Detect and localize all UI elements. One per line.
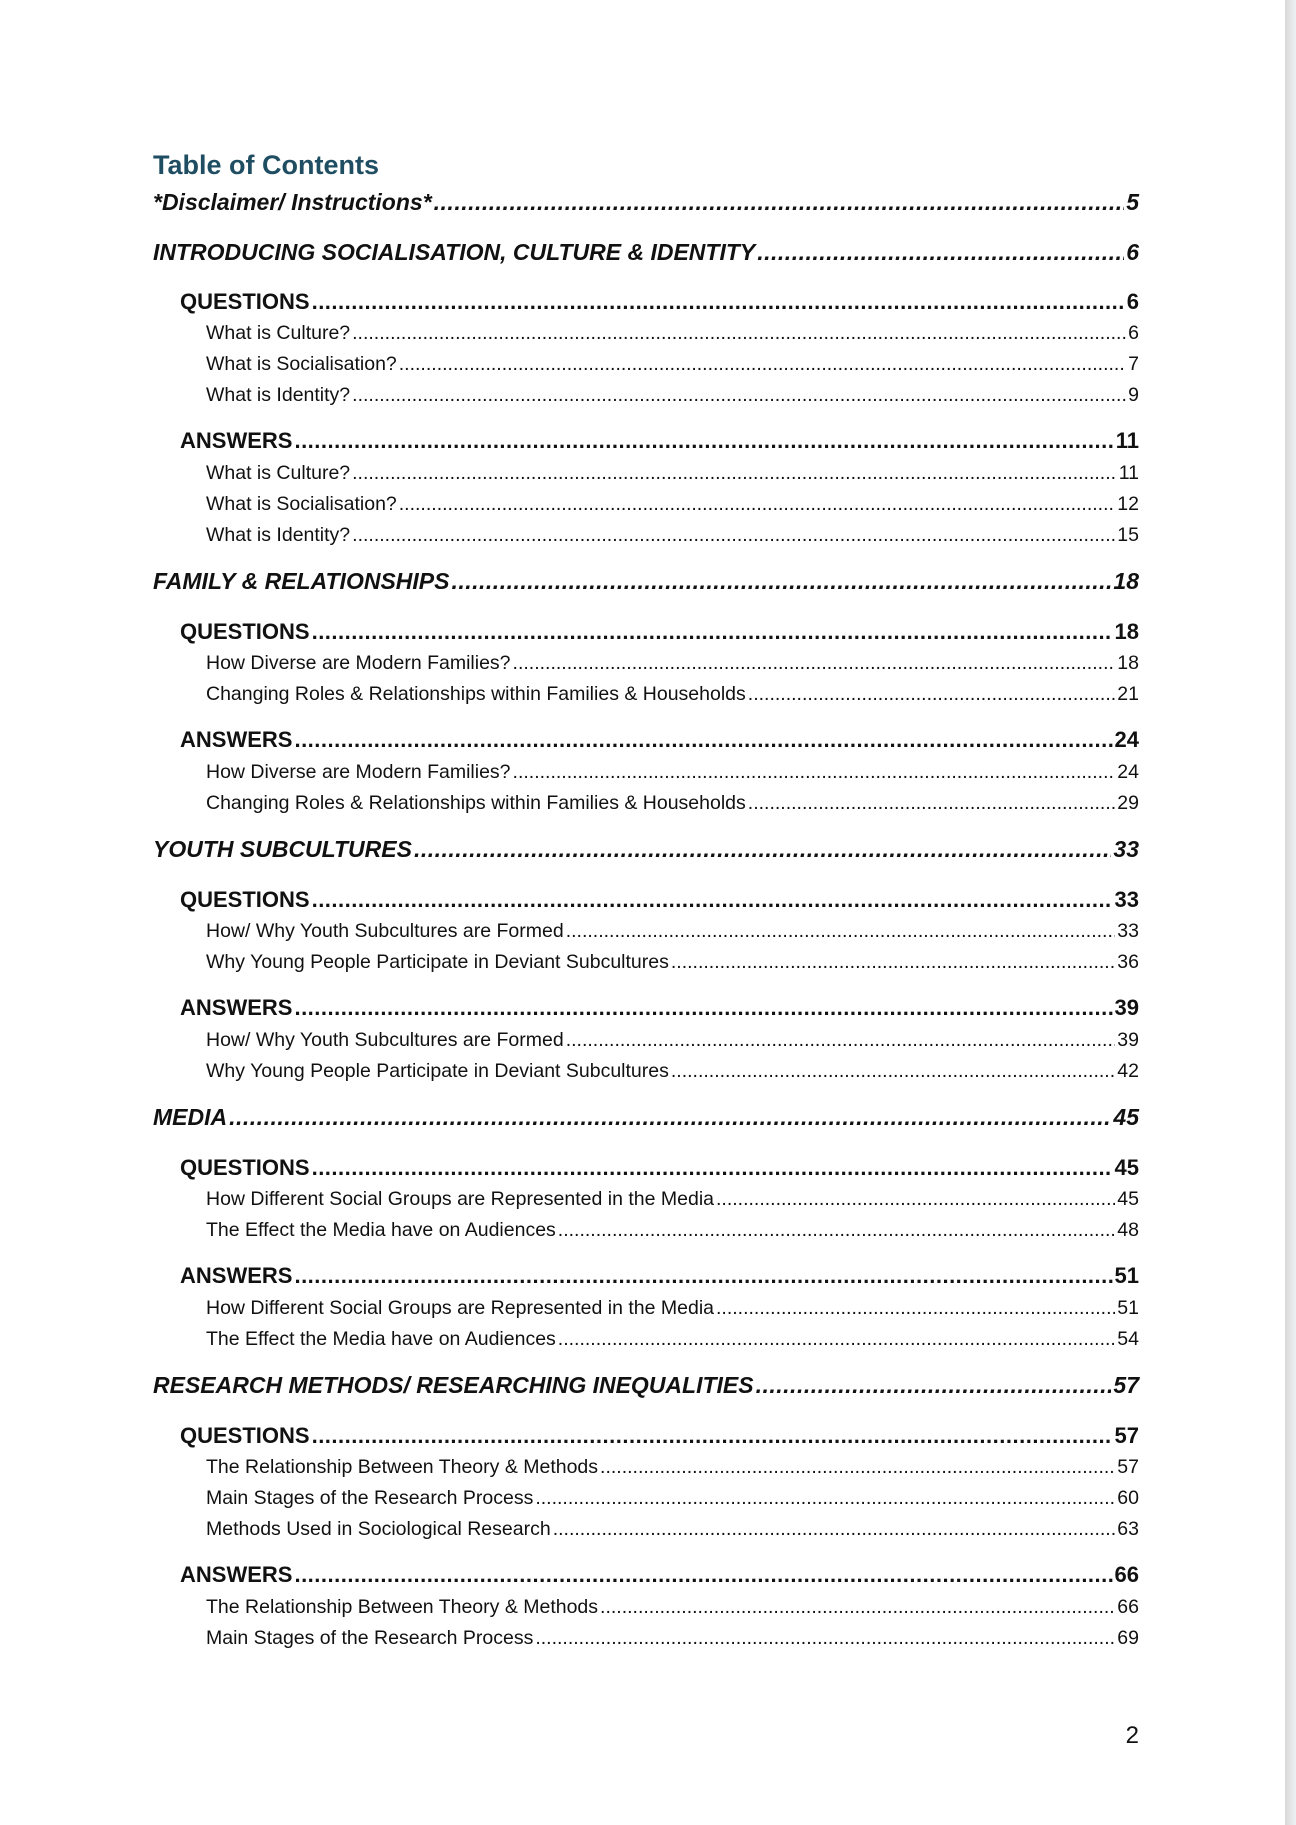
toc-entry-page: 45 (1117, 1188, 1139, 1210)
toc-entry-page: 24 (1117, 761, 1139, 783)
toc-item-entry[interactable] (206, 384, 1139, 407)
dot-leader (535, 1487, 1115, 1510)
toc-item-entry[interactable] (206, 683, 1139, 706)
toc-entry-page: 11 (1115, 428, 1139, 453)
toc-subsection-entry[interactable] (180, 619, 1139, 645)
toc-item-entry[interactable] (206, 1188, 1139, 1211)
toc-entry-title: INTRODUCING SOCIALISATION, CULTURE & IDENTITY (153, 239, 756, 265)
toc-entry-page: 63 (1117, 1518, 1139, 1540)
toc-entry-page: 6 (1128, 322, 1139, 344)
dot-leader (513, 761, 1116, 784)
toc-entry-page: 18 (1113, 568, 1139, 594)
toc-entry-page: 36 (1117, 951, 1139, 973)
toc-section-entry[interactable] (153, 1372, 1139, 1399)
dot-leader (535, 1627, 1115, 1650)
dot-leader (748, 792, 1116, 815)
dot-leader (312, 619, 1113, 645)
toc-entry-page: 60 (1117, 1487, 1139, 1509)
dot-leader (294, 727, 1112, 753)
toc-entry-page: 33 (1113, 836, 1139, 862)
dot-leader (671, 1060, 1115, 1083)
dot-leader (229, 1104, 1111, 1131)
toc-entry-title: What is Culture? (206, 322, 351, 344)
toc-entry-page: 42 (1117, 1060, 1139, 1082)
dot-leader (399, 353, 1126, 376)
toc-section-entry[interactable] (153, 189, 1139, 216)
toc-entry-page: 7 (1128, 353, 1139, 375)
dot-leader (352, 524, 1115, 547)
dot-leader (600, 1596, 1115, 1619)
dot-leader (566, 920, 1116, 943)
dot-leader (671, 951, 1115, 974)
dot-leader (757, 239, 1124, 266)
toc-entry-title: FAMILY & RELATIONSHIPS (153, 568, 450, 594)
dot-leader (312, 289, 1125, 315)
toc-entry-title: QUESTIONS (180, 1423, 310, 1448)
toc-entry-page: 6 (1126, 239, 1139, 265)
toc-entry-title: QUESTIONS (180, 1155, 310, 1180)
toc-entry-page: 24 (1114, 727, 1139, 752)
dot-leader (312, 887, 1113, 913)
toc-entry-page: 57 (1117, 1456, 1139, 1478)
toc-entry-title: Main Stages of the Research Process (206, 1627, 534, 1649)
toc-subsection-entry[interactable] (180, 1562, 1139, 1588)
toc-title: Table of Contents (153, 150, 379, 180)
dot-leader (352, 384, 1126, 407)
toc-item-entry[interactable] (206, 1456, 1139, 1479)
toc-entry-title: ANSWERS (180, 1562, 293, 1587)
dot-leader (566, 1029, 1116, 1052)
toc-entry-title: How Different Social Groups are Represented in the Media (206, 1297, 714, 1319)
dot-leader (553, 1518, 1116, 1541)
toc-item-entry[interactable] (206, 353, 1139, 376)
dot-leader (756, 1372, 1112, 1399)
dot-leader (600, 1456, 1115, 1479)
page-edge (1285, 0, 1296, 1825)
toc-entry-title: Main Stages of the Research Process (206, 1487, 534, 1509)
toc-entry-page: 9 (1128, 384, 1139, 406)
toc-entry-page: 5 (1126, 189, 1139, 215)
dot-leader (558, 1328, 1116, 1351)
toc-entry-title: Why Young People Participate in Deviant Subcultures (206, 951, 669, 973)
toc-entry-page: 33 (1114, 887, 1139, 912)
toc-entry-title: The Relationship Between Theory & Methods (206, 1596, 599, 1618)
toc-entry-page: 57 (1114, 1423, 1139, 1448)
toc-item-entry[interactable] (206, 920, 1139, 943)
toc-entry-page: 18 (1117, 652, 1139, 674)
toc-entry-page: 39 (1117, 1029, 1139, 1051)
dot-leader (748, 683, 1116, 706)
toc-entry-title: MEDIA (153, 1104, 228, 1130)
toc-entry-title: How/ Why Youth Subcultures are Formed (206, 1029, 564, 1051)
toc-item-entry[interactable] (206, 493, 1139, 516)
toc-entry-page: 33 (1117, 920, 1139, 942)
toc-entry-title: What is Identity? (206, 384, 351, 406)
dot-leader (513, 652, 1116, 675)
toc-entry-title: How/ Why Youth Subcultures are Formed (206, 920, 564, 942)
dot-leader (716, 1188, 1115, 1211)
toc-entry-page: 57 (1113, 1372, 1139, 1398)
toc-entry-title: What is Socialisation? (206, 353, 397, 375)
toc-entry-title: The Effect the Media have on Audiences (206, 1219, 556, 1241)
toc-entry-title: RESEARCH METHODS/ RESEARCHING INEQUALITIES (153, 1372, 754, 1398)
page-number: 2 (1125, 1722, 1139, 1749)
toc-entry-title: What is Culture? (206, 462, 351, 484)
toc-item-entry[interactable] (206, 1596, 1139, 1619)
toc-item-entry[interactable] (206, 524, 1139, 547)
toc-entry-title: *Disclaimer/ Instructions* (153, 189, 432, 215)
toc-section-entry[interactable] (153, 1104, 1139, 1131)
toc-entry-title: Changing Roles & Relationships within Families & Households (206, 683, 746, 705)
toc-entry-title: YOUTH SUBCULTURES (153, 836, 412, 862)
toc-subsection-entry[interactable] (180, 428, 1139, 454)
toc-entry-title: QUESTIONS (180, 289, 310, 314)
toc-item-entry[interactable] (206, 1518, 1139, 1541)
toc-item-entry[interactable] (206, 761, 1139, 784)
dot-leader (558, 1219, 1116, 1242)
toc-entry-title: ANSWERS (180, 995, 293, 1020)
toc-entry-page: 54 (1117, 1328, 1139, 1350)
toc-entry-page: 66 (1117, 1596, 1139, 1618)
toc-entry-page: 21 (1117, 683, 1139, 705)
toc-entry-title: ANSWERS (180, 1263, 293, 1288)
toc-entry-title: How Different Social Groups are Represented in the Media (206, 1188, 714, 1210)
toc-entry-page: 6 (1126, 289, 1139, 314)
toc-entry-title: How Diverse are Modern Families? (206, 761, 511, 783)
dot-leader (434, 189, 1125, 216)
dot-leader (352, 462, 1117, 485)
toc-item-entry[interactable] (206, 1627, 1139, 1650)
toc-entry-title: The Relationship Between Theory & Methods (206, 1456, 599, 1478)
toc-item-entry[interactable] (206, 1487, 1139, 1510)
toc-section-entry[interactable] (153, 568, 1139, 595)
toc-entry-page: 51 (1117, 1297, 1139, 1319)
dot-leader (294, 1263, 1112, 1289)
toc-entry-page: 69 (1117, 1627, 1139, 1649)
toc-entry-page: 48 (1117, 1219, 1139, 1241)
toc-item-entry[interactable] (206, 951, 1139, 974)
toc-entry-page: 12 (1117, 493, 1139, 515)
dot-leader (352, 322, 1126, 345)
toc-item-entry[interactable] (206, 792, 1139, 815)
toc-subsection-entry[interactable] (180, 1263, 1139, 1289)
toc-subsection-entry[interactable] (180, 289, 1139, 315)
toc-entry-page: 29 (1117, 792, 1139, 814)
dot-leader (312, 1155, 1113, 1181)
toc-entry-title: QUESTIONS (180, 887, 310, 912)
toc-item-entry[interactable] (206, 1328, 1139, 1351)
toc-item-entry[interactable] (206, 322, 1139, 345)
toc-entry-page: 66 (1114, 1562, 1139, 1587)
toc-subsection-entry[interactable] (180, 995, 1139, 1021)
toc-item-entry[interactable] (206, 1219, 1139, 1242)
dot-leader (414, 836, 1111, 863)
toc-entry-title: Methods Used in Sociological Research (206, 1518, 551, 1540)
toc-entry-page: 51 (1114, 1263, 1139, 1288)
toc-item-entry[interactable] (206, 1060, 1139, 1083)
toc-entry-page: 18 (1114, 619, 1139, 644)
toc-entry-title: How Diverse are Modern Families? (206, 652, 511, 674)
toc-subsection-entry[interactable] (180, 1423, 1139, 1449)
toc-entry-page: 39 (1114, 995, 1139, 1020)
toc-subsection-entry[interactable] (180, 887, 1139, 913)
dot-leader (451, 568, 1111, 595)
dot-leader (716, 1297, 1115, 1320)
toc-entry-page: 11 (1118, 462, 1139, 484)
dot-leader (294, 428, 1113, 454)
toc-item-entry[interactable] (206, 1029, 1139, 1052)
dot-leader (312, 1423, 1113, 1449)
toc-entry-title: ANSWERS (180, 727, 293, 752)
toc-entry-title: What is Identity? (206, 524, 351, 546)
dot-leader (294, 995, 1112, 1021)
toc-item-entry[interactable] (206, 1297, 1139, 1320)
toc-subsection-entry[interactable] (180, 1155, 1139, 1181)
toc-entry-title: What is Socialisation? (206, 493, 397, 515)
toc-entry-page: 45 (1113, 1104, 1139, 1130)
toc-entry-title: Why Young People Participate in Deviant Subcultures (206, 1060, 669, 1082)
toc-entry-page: 45 (1114, 1155, 1139, 1180)
dot-leader (294, 1562, 1112, 1588)
toc-entry-page: 15 (1117, 524, 1139, 546)
toc-item-entry[interactable] (206, 652, 1139, 675)
toc-entry-title: QUESTIONS (180, 619, 310, 644)
toc-entry-title: The Effect the Media have on Audiences (206, 1328, 556, 1350)
toc-entry-title: ANSWERS (180, 428, 293, 453)
toc-item-entry[interactable] (206, 462, 1139, 485)
toc-section-entry[interactable] (153, 239, 1139, 266)
toc-entry-title: Changing Roles & Relationships within Families & Households (206, 792, 746, 814)
toc-section-entry[interactable] (153, 836, 1139, 863)
dot-leader (399, 493, 1116, 516)
toc-subsection-entry[interactable] (180, 727, 1139, 753)
